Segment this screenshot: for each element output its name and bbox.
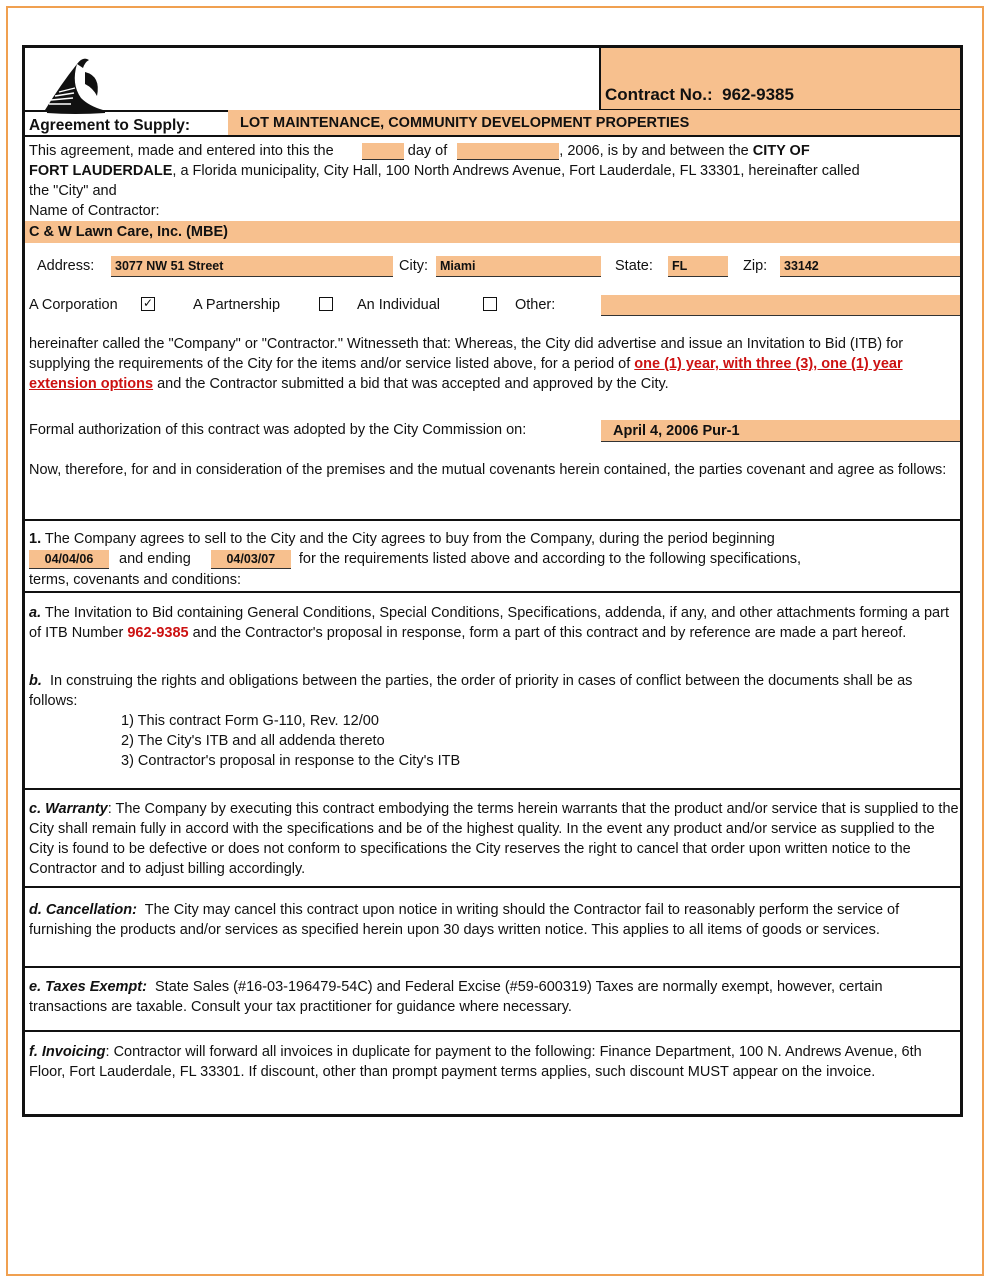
city-field[interactable]: Miami <box>436 256 601 277</box>
now-therefore-paragraph: Now, therefore, for and in consideration of the premises and the mutual covenants herein contained, the parties covenant and agree as follows: <box>29 462 947 478</box>
contract-number: Contract No.: 962-9385 <box>605 85 794 104</box>
corporation-label: A Corporation <box>29 297 118 313</box>
section-b: b. In construing the rights and obligations between the parties, the order of priority in cases of conflict between the documents shall be as follows: 1) This contract Form G-110, Rev. 12/00 2) The City's ITB and all addenda thereto 3) Contractor's proposal in response to the City's ITB <box>29 671 959 771</box>
day-field[interactable] <box>362 143 404 160</box>
address-label: Address: <box>37 258 95 274</box>
section-1-line-1: 1. The Company agrees to sell to the City and the City agrees to buy from the Company, during the period beginning <box>29 531 775 547</box>
intro-line-3: the "City" and <box>29 183 117 199</box>
individual-label: An Individual <box>357 297 441 313</box>
intro-line-2: FORT LAUDERDALE, a Florida municipality, City Hall, 100 North Andrews Avenue, Fort Lauderdale, FL 33301, hereinafter called <box>29 163 860 179</box>
corporation-checkbox[interactable]: ✓ <box>142 296 154 310</box>
state-label: State: <box>615 258 653 274</box>
other-field[interactable] <box>601 295 960 316</box>
agreement-label: Agreement to Supply: <box>29 117 191 134</box>
contractor-label: Name of Contractor: <box>29 203 160 219</box>
list-item: 1) This contract Form G-110, Rev. 12/00 <box>121 713 379 729</box>
contractor-name-field[interactable]: C & W Lawn Care, Inc. (MBE) <box>25 221 960 243</box>
other-label: Other: <box>515 297 556 313</box>
partnership-label: A Partnership <box>193 297 281 313</box>
partnership-checkbox[interactable] <box>319 297 333 311</box>
priority-list <box>29 711 959 771</box>
section-e: e. Taxes Exempt: State Sales (#16-03-196479-54C) and Federal Excise (#59-600319) Taxes are normally exempt, however, certain transactions are taxable. Consult your tax practitioner for guidance where necessary. <box>29 979 883 1015</box>
zip-field[interactable]: 33142 <box>780 256 960 277</box>
individual-checkbox[interactable] <box>483 297 497 311</box>
agreement-title: LOT MAINTENANCE, COMMUNITY DEVELOPMENT PROPERTIES <box>228 110 960 136</box>
intro-line-1: This agreement, made and entered into this the day of , 2006, is by and between the CITY OF <box>29 143 810 159</box>
section-f: f. Invoicing: Contractor will forward all invoices in duplicate for payment to the following: Finance Department, 100 N. Andrews Avenue, 6th Floor, Fort Lauderdale, FL 33301. If discount, other than prompt payment terms applies, such discount MUST appear on the invoice. <box>29 1044 922 1080</box>
zip-label: Zip: <box>743 258 768 274</box>
end-date-field[interactable]: 04/03/07 <box>211 550 291 569</box>
city-label: City: <box>399 258 428 274</box>
section-d: d. Cancellation: The City may cancel this contract upon notice in writing should the Contractor fail to reasonably perform the service of furnishing the products and/or services as specified herein upon 30 days written notice. This applies to all items of goods or services. <box>29 902 900 938</box>
contract-term: one (1) year, with three (3), one (1) year extension options <box>29 356 903 392</box>
section-1-line-2: 04/04/06 and ending 04/03/07 for the requirements listed above and according to the following specifications, <box>29 549 959 569</box>
section-a: a. The Invitation to Bid containing General Conditions, Special Conditions, Specifications, addenda, if any, and other attachments forming a part of ITB Number 962-9385 and the Contractor's proposal in response, form a part of this contract and by reference are made a part hereof. <box>29 605 949 641</box>
list-item: 3) Contractor's proposal in response to the City's ITB <box>121 753 461 769</box>
state-field[interactable]: FL <box>668 256 728 277</box>
authorization-field[interactable]: April 4, 2006 Pur-1 <box>601 420 960 442</box>
witness-paragraph: hereinafter called the "Company" or "Contractor." Witnesseth that: Whereas, the City did advertise and issue an Invitation to Bid (ITB) for supplying the requirements of the City for the items and/or service listed above, for a period of one (1) year, with three (3), one (1) year extension options and the Contractor submitted a bid that was accepted and approved by the City. <box>29 336 904 392</box>
city-logo-icon <box>41 54 111 116</box>
section-c: c. Warranty: The Company by executing this contract embodying the terms herein warrants that the product and/or service that is supplied to the City shall remain fully in accord with the specifications and be of the highest quality. In the event any product and/or service as supplied to the City is found to be defective or does not conform to specifications the City reserves the right to cancel that order upon written notice to the Contractor and to adjust billing accordingly. <box>29 801 959 877</box>
contract-document <box>22 45 963 1117</box>
address-field[interactable]: 3077 NW 51 Street <box>111 256 393 277</box>
list-item: 2) The City's ITB and all addenda thereto <box>121 733 385 749</box>
month-field[interactable] <box>457 143 559 160</box>
start-date-field[interactable]: 04/04/06 <box>29 550 109 569</box>
authorization-label: Formal authorization of this contract was adopted by the City Commission on: <box>29 422 527 438</box>
section-1-line-3: terms, covenants and conditions: <box>29 572 241 588</box>
